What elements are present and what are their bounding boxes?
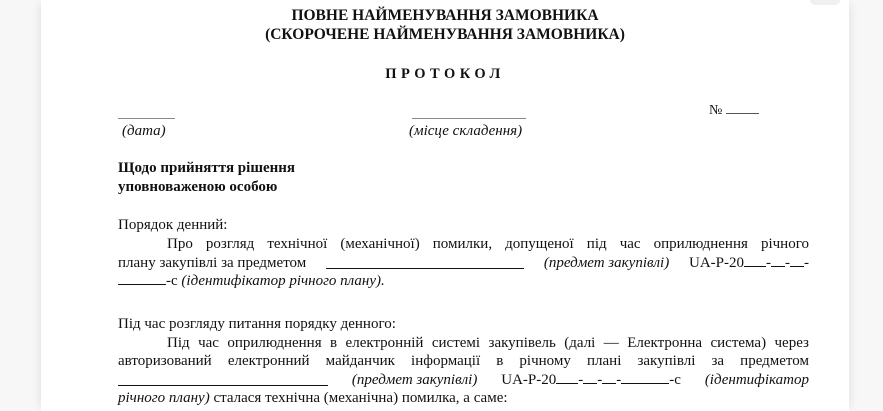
document-page <box>41 0 849 411</box>
blank <box>621 383 669 384</box>
blank <box>583 383 597 384</box>
blank <box>602 383 616 384</box>
text-segment: (предмет закупівлі) <box>351 372 478 388</box>
number-blank <box>726 113 759 114</box>
subject-line-2: уповноваженою особою <box>118 179 278 195</box>
discussion-line-4 <box>118 389 508 407</box>
plan-id-segment: UA-P-20 - - - -с <box>501 372 681 388</box>
plan-id-prefix: UA-P-20 <box>501 372 557 388</box>
discussion-line-3 <box>118 371 809 389</box>
blank <box>118 284 166 285</box>
text-segment: (предмет закупівлі) <box>543 255 670 271</box>
text-segment: -с <box>166 273 178 289</box>
subject-line-1: Щодо прийняття рішення <box>118 160 296 176</box>
discussion-heading: Під час розгляду питання порядку денного: <box>118 316 396 332</box>
blank <box>744 266 766 267</box>
agenda-heading: Порядок денний: <box>118 217 228 233</box>
blank <box>556 383 578 384</box>
plan-id-segment: UA-P-20 - - - <box>689 255 809 271</box>
customer-full-name: ПОВНЕ НАЙМЕНУВАННЯ ЗАМОВНИКА <box>291 7 599 24</box>
discussion-line-1: Під час оприлюднення в електронній системі закупівель (далі — Електронна система) через <box>167 335 809 351</box>
text-segment: річного плану) <box>118 390 210 406</box>
blank <box>790 266 804 267</box>
plan-id-prefix: UA-P-20 <box>689 255 744 271</box>
place-blank <box>412 118 526 119</box>
discussion-line-2: авторизований електронний майданчик інформації в річному плані закупівлі за предметом <box>118 353 809 369</box>
number-label <box>709 103 759 119</box>
text-segment: плану закупівлі за предметом <box>118 255 307 271</box>
text-segment: -с <box>669 372 681 388</box>
agenda-paragraph-line-1: Про розгляд технічної (механічної) помилки, допущеної під час оприлюднення річного <box>167 236 809 252</box>
agenda-paragraph-line-3 <box>118 272 385 290</box>
date-blank <box>118 118 175 119</box>
subject-blank <box>118 371 328 386</box>
protocol-title: ПРОТОКОЛ <box>385 66 505 82</box>
toolbar-button[interactable] <box>810 0 840 5</box>
subject-blank <box>326 254 524 269</box>
text-segment: сталася технічна (механічна) помилка, а саме: <box>213 390 508 406</box>
number-sign: № <box>709 103 723 118</box>
text-segment: (ідентифікатор <box>704 372 809 388</box>
place-label: (місце складення) <box>409 123 523 139</box>
customer-short-name: (СКОРОЧЕНЕ НАЙМЕНУВАННЯ ЗАМОВНИКА) <box>265 26 625 43</box>
blank <box>771 266 785 267</box>
agenda-paragraph-line-2 <box>118 254 809 272</box>
date-label: (дата) <box>122 123 166 139</box>
text-segment: (ідентифікатор річного плану). <box>181 273 385 289</box>
